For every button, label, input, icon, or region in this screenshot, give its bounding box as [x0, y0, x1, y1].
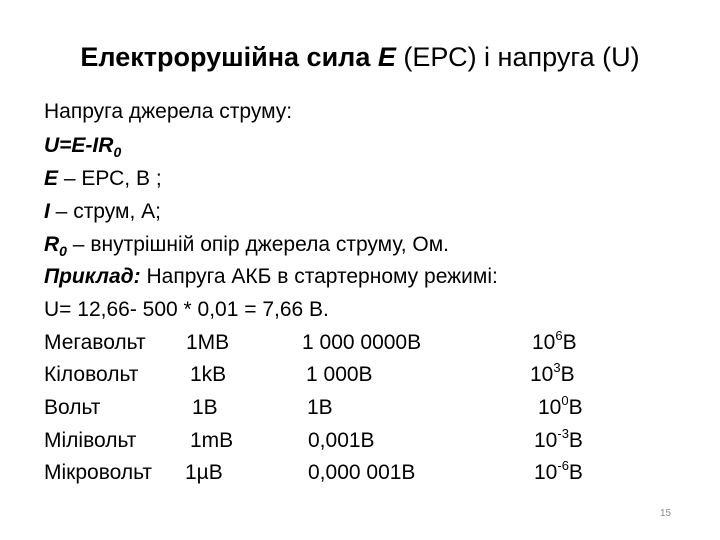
- def-resistance-term: R: [44, 233, 60, 256]
- unit-name: Кіловольт: [44, 363, 139, 386]
- intro-line: [44, 99, 292, 125]
- power-exponent: -3: [557, 426, 569, 441]
- title-main: Електрорушійна сила: [80, 42, 378, 72]
- power-unit: В: [568, 396, 583, 419]
- unit-value: 1 000В: [306, 363, 373, 386]
- title-rest: (ЕРС) і напруга (U): [395, 42, 640, 72]
- def-resistance-line: [44, 232, 449, 258]
- power-base: 10: [530, 363, 554, 386]
- title-emf-symbol: E: [377, 42, 396, 72]
- unit-abbr: 1µВ: [185, 461, 223, 484]
- power-exponent: 0: [561, 393, 569, 408]
- formula-line: [44, 133, 121, 159]
- power-unit: В: [560, 363, 575, 386]
- slide-title: [0, 40, 720, 74]
- unit-value: 0,000 001В: [308, 461, 416, 484]
- unit-value: 1В: [307, 396, 333, 419]
- unit-name: Вольт: [44, 396, 101, 419]
- unit-power: [532, 330, 577, 356]
- page-number: 15: [660, 508, 672, 519]
- unit-name: Мегавольт: [44, 331, 146, 354]
- power-exponent: -6: [557, 458, 569, 473]
- unit-value: 1 000 0000В: [302, 331, 422, 354]
- power-unit: В: [568, 429, 583, 452]
- def-emf-term: E: [44, 167, 59, 190]
- example-line: [44, 264, 498, 290]
- power-base: 10: [534, 429, 558, 452]
- def-current-line: [44, 199, 161, 225]
- def-emf-text: – ЕРС, В ;: [58, 167, 162, 190]
- example-text: Напруга АКБ в стартерному режимі:: [140, 265, 498, 288]
- formula-text: U=E-IR: [44, 134, 114, 157]
- intro-text: Напруга джерела струму:: [44, 100, 293, 123]
- unit-abbr: 1В: [192, 396, 218, 419]
- unit-abbr: 1kВ: [190, 363, 227, 386]
- def-resistance-subscript: 0: [59, 243, 67, 259]
- power-base: 10: [534, 461, 558, 484]
- def-emf-line: [44, 166, 162, 192]
- calculation-text: U= 12,66- 500 * 0,01 = 7,66 В.: [44, 298, 329, 321]
- unit-abbr: 1mВ: [190, 429, 234, 452]
- unit-abbr: 1МВ: [186, 331, 230, 354]
- unit-value: 0,001В: [308, 429, 375, 452]
- def-resistance-text: – внутрішній опір джерела струму, Ом.: [66, 233, 450, 256]
- example-calculation: [44, 297, 329, 323]
- power-base: 10: [538, 396, 562, 419]
- unit-name: Мікровольт: [44, 461, 153, 484]
- power-base: 10: [532, 331, 556, 354]
- unit-power: [534, 460, 583, 486]
- def-current-text: – струм, А;: [49, 200, 161, 223]
- power-unit: В: [568, 461, 583, 484]
- formula-subscript: 0: [113, 144, 122, 160]
- def-current-term: I: [44, 200, 50, 223]
- power-unit: В: [562, 331, 577, 354]
- example-term: Приклад:: [44, 265, 141, 288]
- unit-power: [534, 428, 583, 454]
- unit-name: Мілівольт: [44, 429, 137, 452]
- power-exponent: 3: [553, 360, 561, 375]
- unit-power: [538, 395, 583, 421]
- power-exponent: 6: [555, 328, 563, 343]
- unit-power: [530, 362, 575, 388]
